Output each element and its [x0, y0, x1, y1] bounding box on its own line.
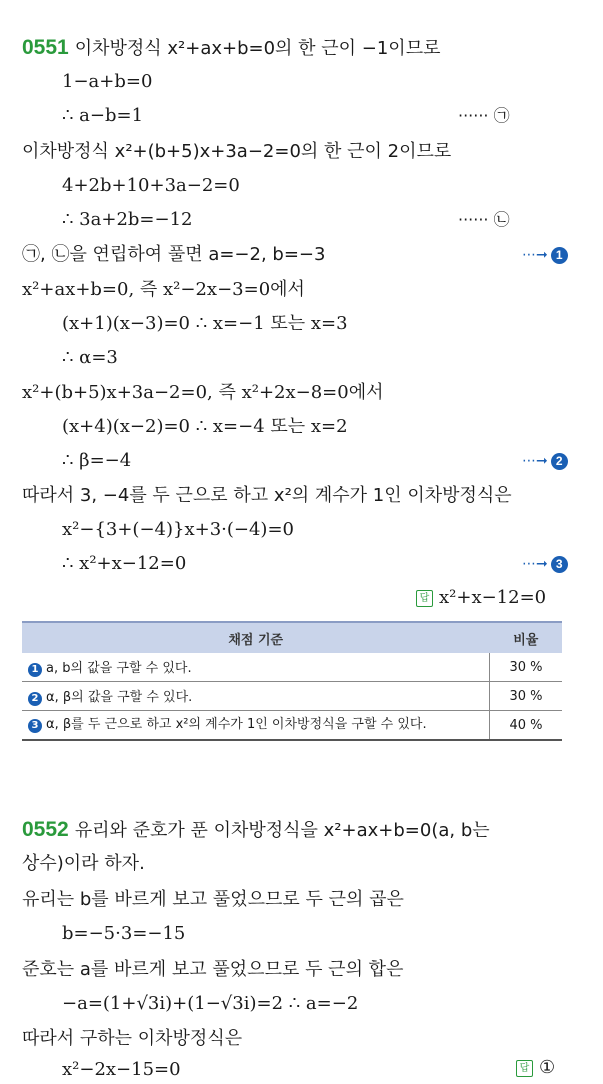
equation-line: 1−a+b=0 [62, 71, 153, 92]
step-marker-1: ⋯➞ 1 [522, 243, 568, 267]
text-line: 이차방정식 x²+(b+5)x+3a−2=0의 한 근이 2이므로 [22, 141, 452, 162]
equation-line: x²+(b+5)x+3a−2=0, 즉 x²+2x−8=0에서 [22, 382, 384, 403]
step-bullet: 3 [28, 719, 42, 733]
equation-line: 4+2b+10+3a−2=0 [62, 175, 240, 196]
equation-line: x²−2x−15=0 [62, 1059, 181, 1080]
text-line: 따라서 3, −4를 두 근으로 하고 x²의 계수가 1인 이차방정식은 [22, 485, 512, 506]
step-marker-2: ⋯➞ 2 [522, 449, 568, 473]
equation-line: b=−5·3=−15 [62, 923, 186, 944]
equation-line: ∴ β=−4 [62, 450, 132, 471]
problem-number: 0551 [22, 36, 69, 59]
marker-2: ······ ㉡ [458, 210, 510, 229]
problem-0551-line-1: 0551 이차방정식 x²+ax+b=0의 한 근이 −1이므로 [22, 36, 441, 59]
answer-icon: 답 [416, 590, 433, 607]
equation-line: x²−{3+(−4)}x+3·(−4)=0 [62, 519, 294, 540]
equation-line: ∴ α=3 [62, 347, 118, 368]
text-line: 상수)이라 하자. [22, 853, 145, 874]
answer: 답 x²+x−12=0 [416, 586, 546, 610]
equation-line: (x+1)(x−3)=0 ∴ x=−1 또는 x=3 [62, 313, 348, 334]
table-row: 2 α, β의 값을 구할 수 있다. 30 % [22, 682, 562, 711]
marker-1: ······ ㉠ [458, 106, 510, 125]
answer-icon: 답 [516, 1060, 533, 1077]
equation-line: ∴ x²+x−12=0 [62, 553, 187, 574]
problem-0552-line-1: 0552 유리와 준호가 푼 이차방정식을 x²+ax+b=0(a, b는 [22, 818, 490, 841]
text-line: 준호는 a를 바르게 보고 풀었으므로 두 근의 합은 [22, 959, 404, 980]
table-header-criteria: 채점 기준 [22, 622, 490, 653]
equation-line: ∴ 3a+2b=−12 [62, 209, 193, 230]
table-row: 3 α, β를 두 근으로 하고 x²의 계수가 1인 이차방정식을 구할 수 있다. 40 % [22, 711, 562, 741]
table-header-ratio: 비율 [490, 622, 563, 653]
problem-number: 0552 [22, 818, 69, 841]
step-bullet: 1 [28, 663, 42, 677]
step-bullet: 2 [28, 692, 42, 706]
step-marker-3: ⋯➞ 3 [522, 552, 568, 576]
text-line: 따라서 구하는 이차방정식은 [22, 1028, 243, 1049]
equation-line: (x+4)(x−2)=0 ∴ x=−4 또는 x=2 [62, 416, 348, 437]
text-line: 유리는 b를 바르게 보고 풀었으므로 두 근의 곱은 [22, 889, 404, 910]
equation-line: x²+ax+b=0, 즉 x²−2x−3=0에서 [22, 279, 305, 300]
equation-line: ∴ a−b=1 [62, 105, 144, 126]
table-row: 1 a, b의 값을 구할 수 있다. 30 % [22, 653, 562, 682]
equation-line: −a=(1+√3i)+(1−√3i)=2 ∴ a=−2 [62, 993, 359, 1014]
grading-table [22, 621, 562, 741]
answer: 답 ① [516, 1056, 555, 1080]
text-line: ㉠, ㉡을 연립하여 풀면 a=−2, b=−3 [22, 244, 326, 265]
